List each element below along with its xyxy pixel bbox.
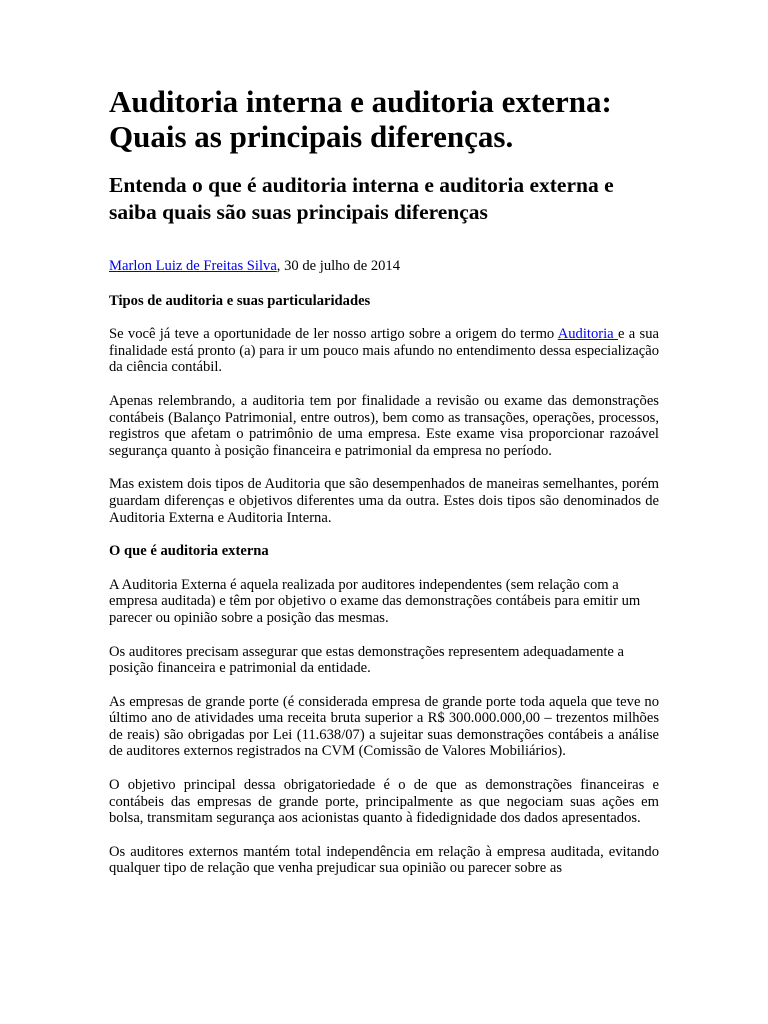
- paragraph-text: e a sua finalidade está pronto (a) para ir um pouco mais afundo no entendimento dessa especialização da ciência contábil.: [109, 326, 659, 376]
- byline: [109, 258, 659, 275]
- section-heading-tipos: Tipos de auditoria e suas particularidades: [109, 292, 371, 309]
- paragraph: O objetivo principal dessa obrigatoriedade é o de que as demonstrações financeiras e contábeis das empresas de grande porte, principalmente as que negociam suas ações em bolsa, transmitam segurança aos acionistas quanto à fidedignidade dos dados apresentados.: [109, 777, 659, 827]
- paragraph: As empresas de grande porte (é considerada empresa de grande porte toda aquela que teve no último ano de atividades uma receita bruta superior a R$ 300.000.000,00 – trezentos milhões de reais) são obrigadas por Lei (11.638/07) a sujeitar suas demonstrações contábeis a análise de auditores externos registrados na CVM (Comissão de Valores Mobiliários).: [109, 693, 659, 760]
- paragraph: [109, 326, 659, 376]
- paragraph: Os auditores precisam assegurar que estas demonstrações representem adequadamente a posição financeira e patrimonial da entidade.: [109, 643, 625, 677]
- auditoria-link[interactable]: Auditoria: [557, 326, 618, 343]
- paragraph-text: Se você já teve a oportunidade de ler nosso artigo sobre a origem do termo: [109, 326, 558, 343]
- section-heading-externa: O que é auditoria externa: [109, 543, 269, 560]
- author-link[interactable]: Marlon Luiz de Freitas Silva: [109, 258, 277, 274]
- publish-date: , 30 de julho de 2014: [276, 258, 401, 274]
- article-subtitle: Entenda o que é auditoria interna e auditoria externa e saiba quais são suas principais diferenças: [109, 173, 614, 224]
- paragraph: A Auditoria Externa é aquela realizada por auditores independentes (sem relação com a empresa auditada) e têm por objetivo o exame das demonstrações contábeis para emitir um parecer ou opinião sobre a posição das mesmas.: [109, 576, 641, 626]
- document-page: [109, 84, 659, 894]
- paragraph: Os auditores externos mantém total independência em relação à empresa auditada, evitando qualquer tipo de relação que venha prejudicar sua opinião ou parecer sobre as: [109, 843, 659, 877]
- paragraph: Mas existem dois tipos de Auditoria que são desempenhados de maneiras semelhantes, porém guardam diferenças e objetivos diferentes uma da outra. Estes dois tipos são denominados de Auditoria Externa e Auditoria Interna.: [109, 476, 659, 526]
- article-title: Auditoria interna e auditoria externa: Quais as principais diferenças.: [109, 84, 612, 154]
- paragraph: Apenas relembrando, a auditoria tem por finalidade a revisão ou exame das demonstrações contábeis (Balanço Patrimonial, entre outros), bem como as transações, operações, processos, registros que afetam o patrimônio de uma empresa. Este exame visa proporcionar razoável segurança quanto à posição financeira e patrimonial da empresa no período.: [109, 392, 659, 459]
